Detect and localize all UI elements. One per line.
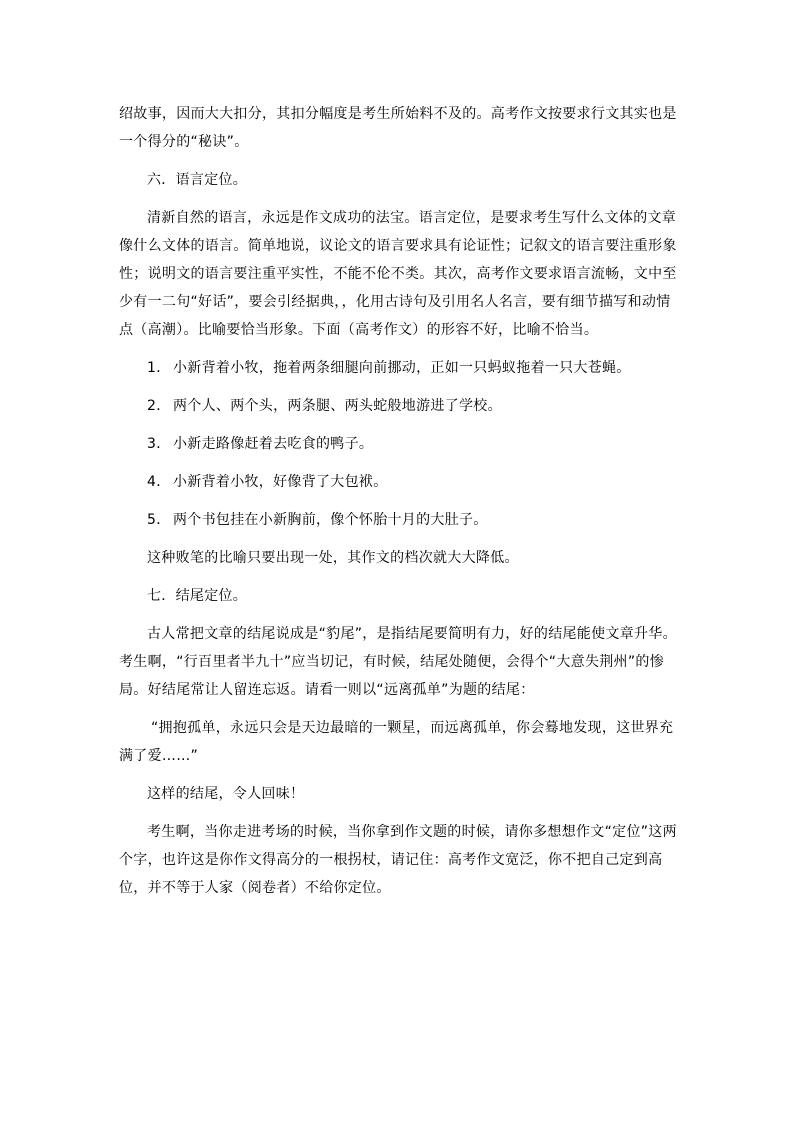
list-item-text: 小新背着小牧，好像背了大包袱。 xyxy=(173,474,388,490)
paragraph-ending-comment: 这样的结尾，令人回味！ xyxy=(147,786,305,802)
list-item-number: 1． xyxy=(147,360,171,376)
list-item xyxy=(119,468,677,496)
paragraph-bad-metaphor-note: 这种败笔的比喻只要出现一处，其作文的档次就大大降低。 xyxy=(147,550,519,566)
list-item-text: 两个人、两个头，两条腿、两头蛇般地游进了学校。 xyxy=(173,398,502,414)
list-item-number: 5． xyxy=(147,512,171,528)
list-item-number: 2． xyxy=(147,398,171,414)
list-item xyxy=(119,430,677,458)
paragraph-ending-positioning: 古人常把文章的结尾说成是“豹尾”，是指结尾要简明有力，好的结尾能使文章升华。考生啊，“行百里者半九十”应当切记，有时候，结尾处随便，会得个“大意失荆州”的惨局。好结尾常让人留连忘返。请看一则以“远离孤单”为题的结尾： xyxy=(119,626,677,698)
list-item xyxy=(119,392,677,420)
paragraph-continuation: 绍故事，因而大大扣分，其扣分幅度是考生所始料不及的。高考作文按要求行文其实也是一个得分的“秘诀”。 xyxy=(119,106,677,150)
paragraph-language-positioning: 清新自然的语言，永远是作文成功的法宝。语言定位，是要求考生写什么文体的文章像什么文体的语言。简单地说，议论文的语言要求具有论证性；记叙文的语言要注重形象性；说明文的语言要注重平实性，不能不伦不类。其次，高考作文要求语言流畅，文中至少有一二句“好话”，要会引经据典，，化用古诗句及引用名人名言，要有细节描写和动情点（高潮）。比喻要恰当形象。下面（高考作文）的形容不好，比喻不恰当。 xyxy=(119,210,677,338)
quoted-ending-example: “拥抱孤单，永远只会是天边最暗的一颗星，而远离孤单，你会蓦地发现，这世界充满了爱……” xyxy=(119,720,674,764)
list-item-text: 小新背着小牧，拖着两条细腿向前挪动，正如一只蚂蚁拖着一只大苍蝇。 xyxy=(173,360,631,376)
section-heading-ending: 七．结尾定位。 xyxy=(147,588,248,604)
section-heading-language: 六．语言定位。 xyxy=(147,172,248,188)
list-item xyxy=(119,506,677,534)
list-item xyxy=(119,354,677,382)
paragraph-closing: 考生啊，当你走进考场的时候，当你拿到作文题的时候，请你多想想作文“定位”这两个字，也许这是你作文得高分的一根拐杖，请记住：高考作文宽泛，你不把自己定到高位，并不等于人家（阅卷者）不给你定位。 xyxy=(119,824,677,896)
list-item-text: 小新走路像赶着去吃食的鸭子。 xyxy=(173,436,374,452)
list-item-text: 两个书包挂在小新胸前，像个怀胎十月的大肚子。 xyxy=(173,512,488,528)
list-item-number: 4． xyxy=(147,474,171,490)
list-item-number: 3． xyxy=(147,436,171,452)
document-body xyxy=(119,100,677,912)
